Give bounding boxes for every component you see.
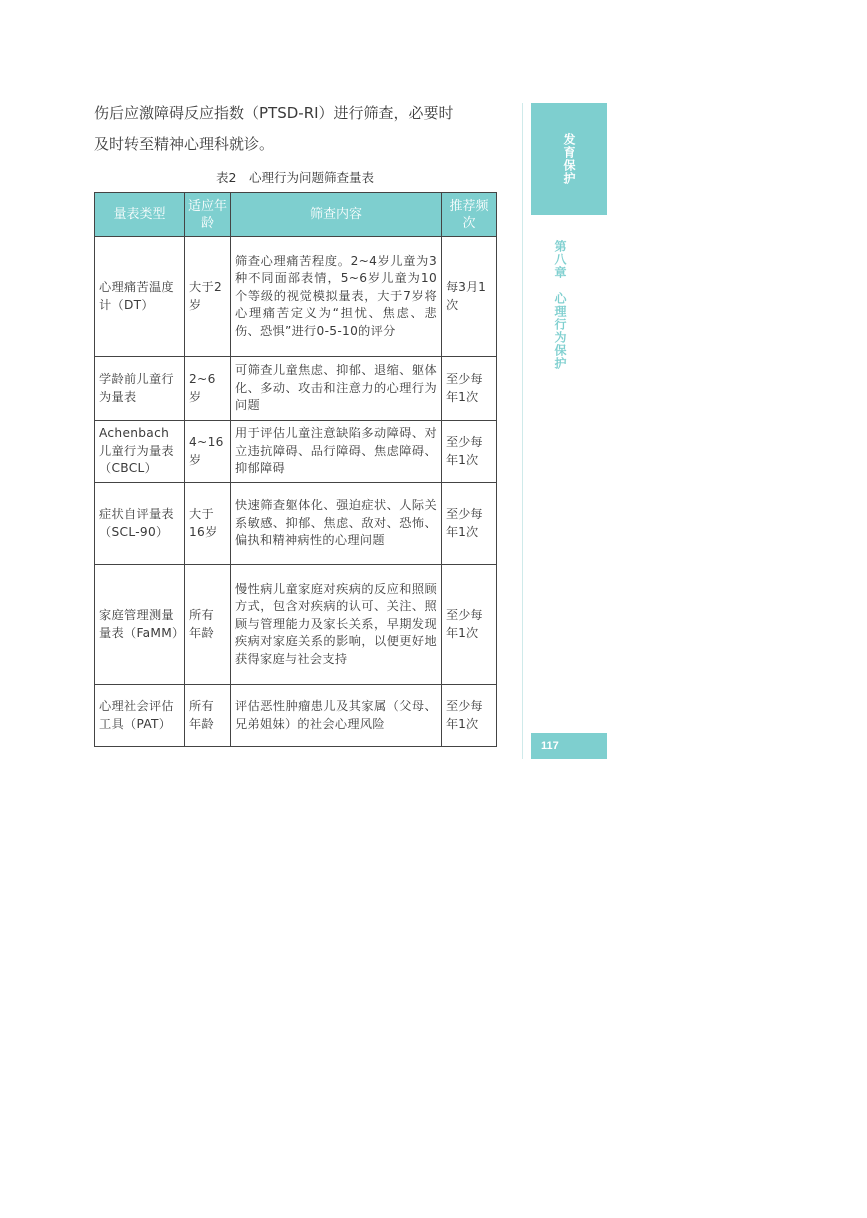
cell-content: 评估恶性肿瘤患儿及其家属（父母、兄弟姐妹）的社会心理风险: [231, 685, 442, 747]
cell-content: 快速筛查躯体化、强迫症状、人际关系敏感、抑郁、焦虑、敌对、恐怖、偏执和精神病性的心理问题: [231, 483, 442, 565]
cell-frequency: 至少每年1次: [442, 483, 497, 565]
table-header-row: [95, 193, 497, 237]
table-row: [95, 685, 497, 747]
intro-paragraph: [94, 98, 504, 160]
cell-scale-type: 家庭管理测量量表（FaMM）: [95, 565, 185, 685]
header-applicable-age: 适应年龄: [185, 193, 231, 237]
table-row: [95, 357, 497, 421]
cell-scale-type: 学龄前儿童行为量表: [95, 357, 185, 421]
cell-age: 所有年龄: [185, 565, 231, 685]
header-scale-type: 量表类型: [95, 193, 185, 237]
cell-age: 2~6岁: [185, 357, 231, 421]
cell-frequency: 至少每年1次: [442, 421, 497, 483]
header-recommended-frequency: 推荐频次: [442, 193, 497, 237]
header-screening-content: 筛查内容: [231, 193, 442, 237]
cell-scale-type: 症状自评量表（SCL-90）: [95, 483, 185, 565]
table-caption: 表2 心理行为问题筛查量表: [216, 170, 374, 185]
cell-frequency: 至少每年1次: [442, 685, 497, 747]
cell-age: 4~16岁: [185, 421, 231, 483]
table-row: [95, 421, 497, 483]
cell-content: 筛查心理痛苦程度。2~4岁儿童为3种不同面部表情，5~6岁儿童为10个等级的视觉模拟量表，大于7岁将心理痛苦定义为“担忧、焦虑、悲伤、恐惧”进行0-5-10的评分: [231, 237, 442, 357]
side-divider-line: [522, 103, 523, 759]
cell-frequency: 至少每年1次: [442, 357, 497, 421]
table-row: [95, 565, 497, 685]
cell-scale-type: 心理社会评估工具（PAT）: [95, 685, 185, 747]
table-row: [95, 237, 497, 357]
cell-scale-type: Achenbach儿童行为量表（CBCL）: [95, 421, 185, 483]
cell-frequency: 至少每年1次: [442, 565, 497, 685]
page-number: 117: [531, 733, 607, 759]
cell-age: 大于16岁: [185, 483, 231, 565]
chapter-title: 第八章 心理行为保护: [553, 240, 567, 370]
cell-frequency: 每3月1次: [442, 237, 497, 357]
section-tab: 发育保护: [531, 103, 607, 215]
cell-content: 慢性病儿童家庭对疾病的反应和照顾方式，包含对疾病的认可、关注、照顾与管理能力及家长关系，早期发现疾病对家庭关系的影响，以便更好地获得家庭与社会支持: [231, 565, 442, 685]
cell-content: 用于评估儿童注意缺陷多动障碍、对立违抗障碍、品行障碍、焦虑障碍、抑郁障碍: [231, 421, 442, 483]
cell-content: 可筛查儿童焦虑、抑郁、退缩、躯体化、多动、攻击和注意力的心理行为问题: [231, 357, 442, 421]
intro-line-2: 及时转至精神心理科就诊。: [94, 135, 275, 153]
screening-scale-table: [94, 192, 497, 747]
cell-age: 大于2岁: [185, 237, 231, 357]
cell-age: 所有年龄: [185, 685, 231, 747]
cell-scale-type: 心理痛苦温度计（DT）: [95, 237, 185, 357]
table-row: [95, 483, 497, 565]
intro-line-1: 伤后应激障碍反应指数（PTSD-RI）进行筛查，必要时: [94, 104, 454, 122]
